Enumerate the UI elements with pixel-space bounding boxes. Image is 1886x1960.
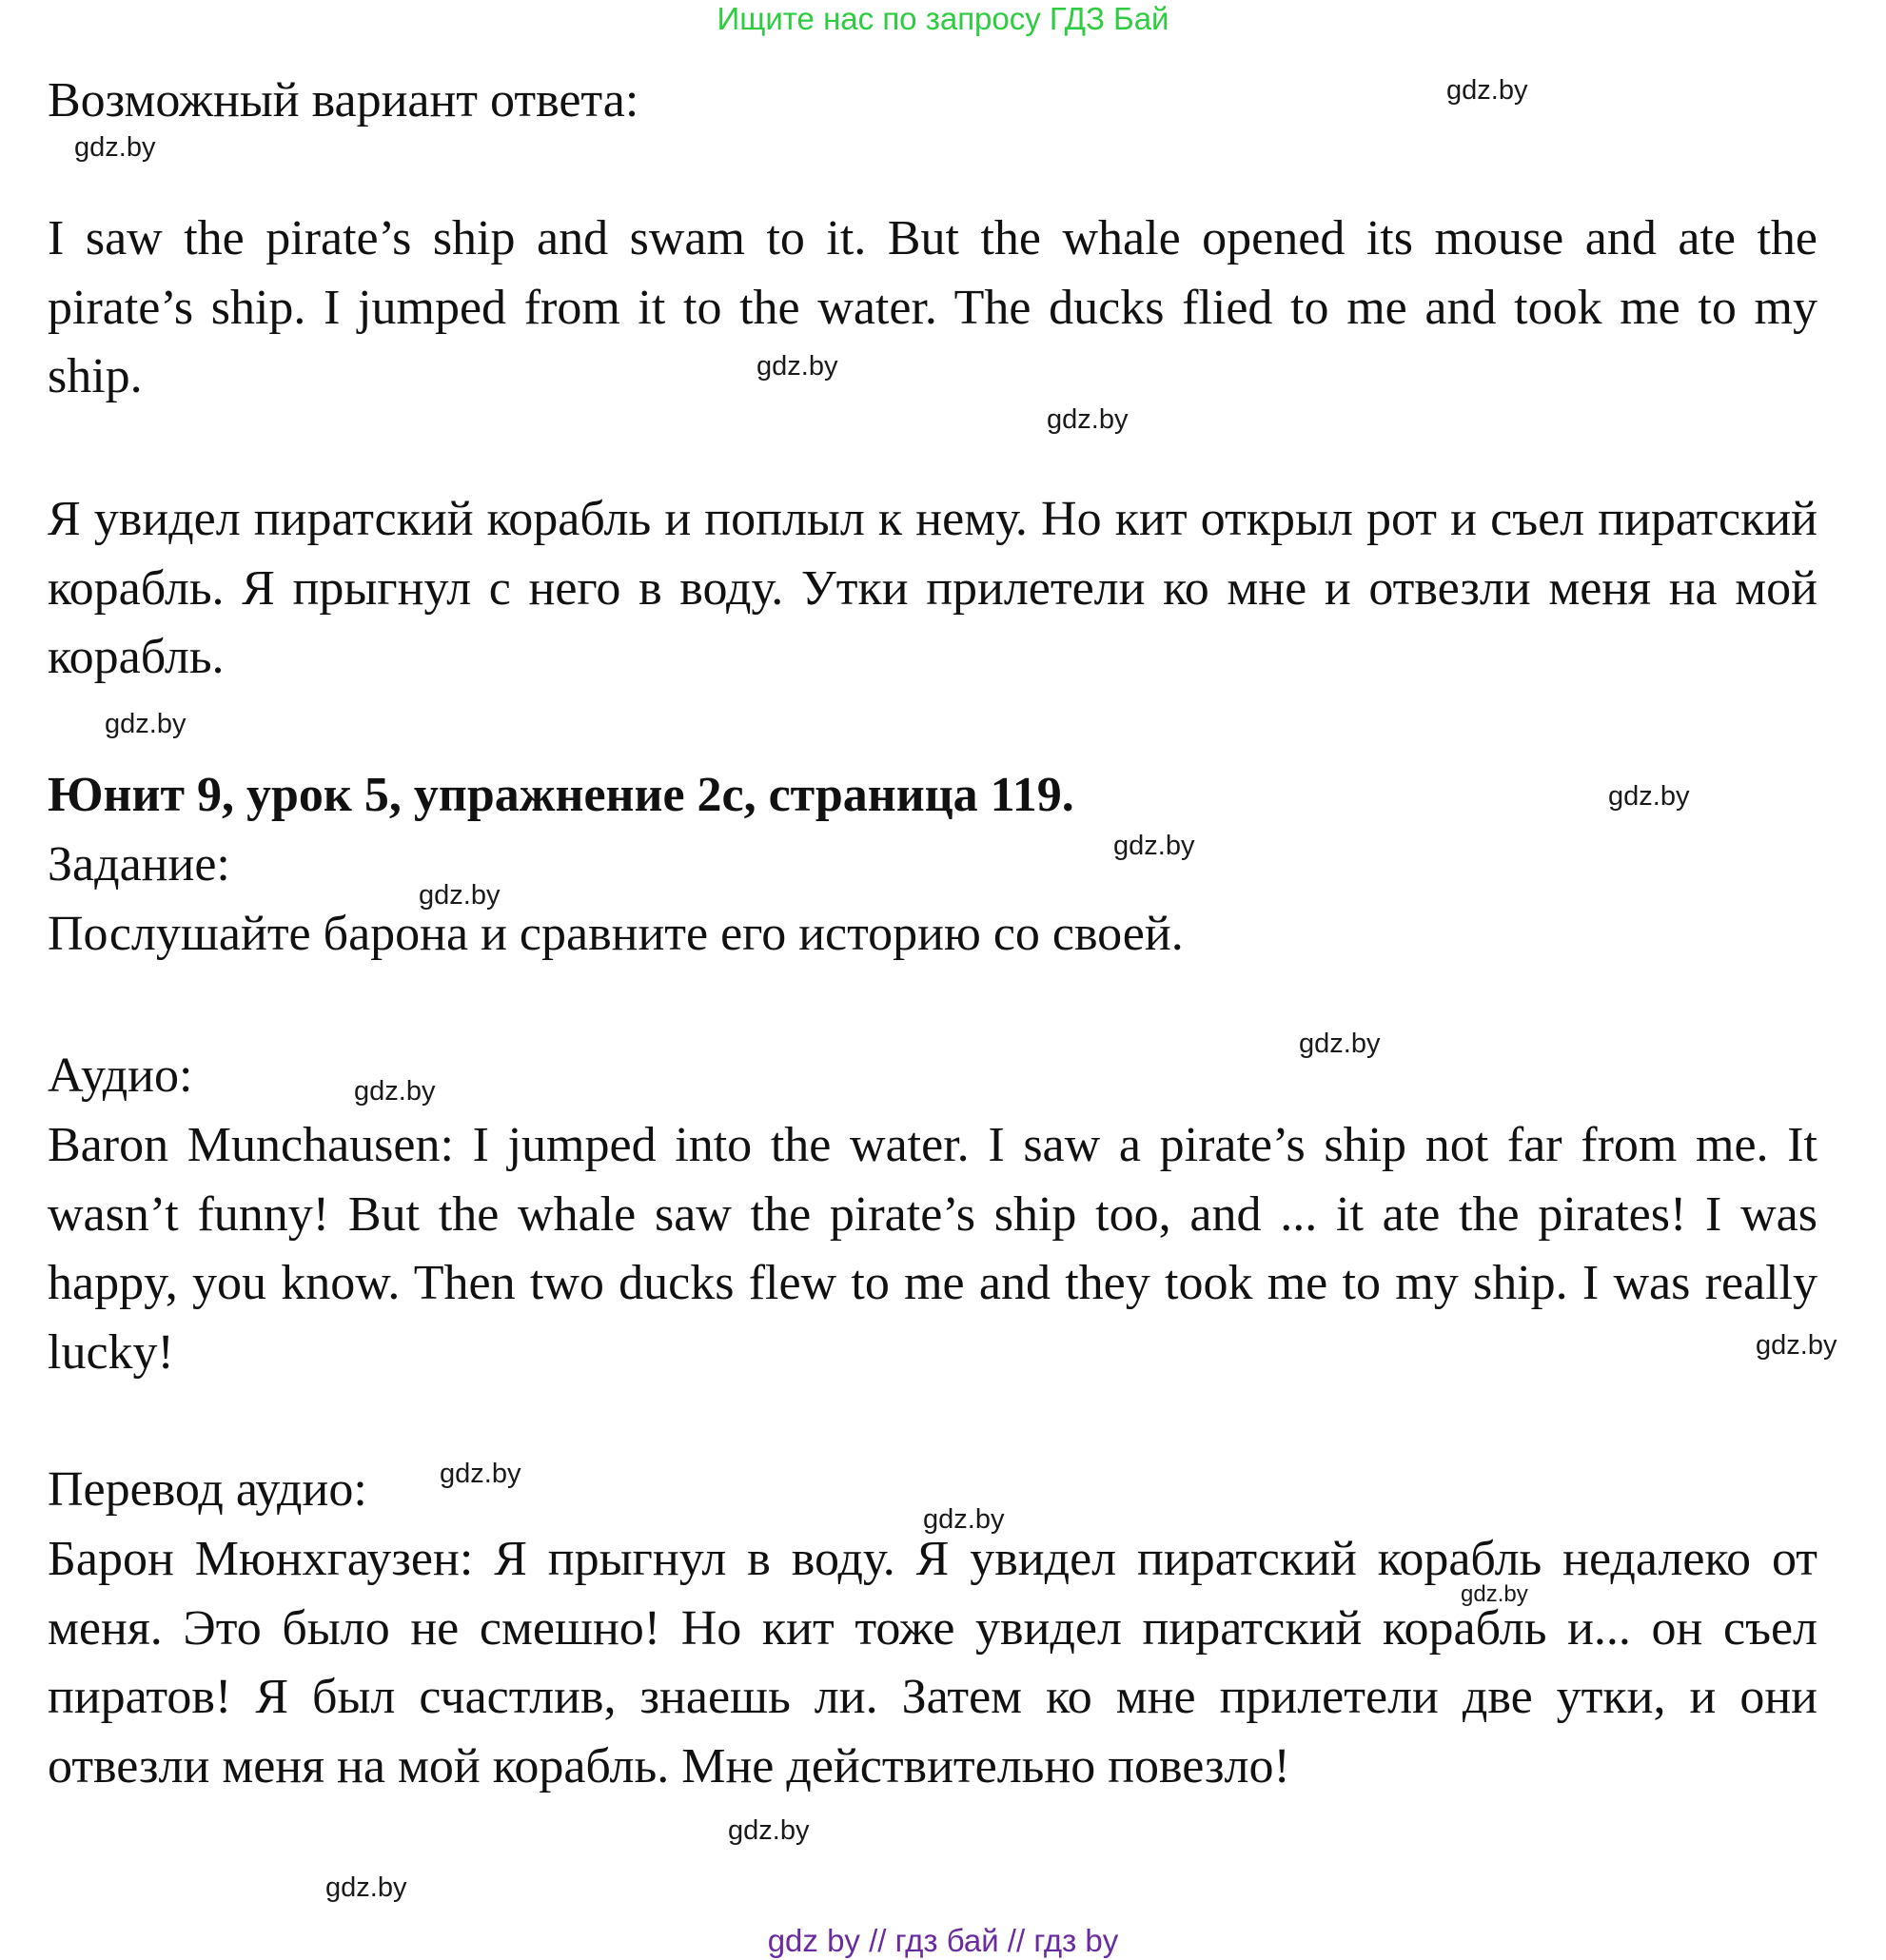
watermark: gdz.by	[728, 1815, 810, 1846]
watermark: gdz.by	[1446, 75, 1528, 106]
watermark: gdz.by	[1608, 781, 1690, 812]
watermark: gdz.by	[1047, 404, 1129, 435]
watermark: gdz.by	[74, 132, 156, 163]
watermark: gdz.by	[419, 880, 501, 911]
watermark: gdz.by	[1113, 831, 1195, 861]
watermark: gdz.by	[325, 1872, 407, 1903]
exercise-heading: Юнит 9, урок 5, упражнение 2c, страница 119.	[48, 768, 1074, 822]
watermark: gdz.by	[440, 1459, 521, 1489]
translation-label: Перевод аудио:	[48, 1462, 367, 1517]
task-text: Послушайте барона и сравните его историю со своей.	[48, 907, 1184, 961]
watermark: gdz.by	[105, 709, 187, 739]
watermark: gdz.by	[923, 1504, 1005, 1535]
answer-label: Возможный вариант ответа:	[48, 73, 639, 127]
answer-english-paragraph: I saw the pirate’s ship and swam to it. But the whale opened its mouse and ate the pirate’s ship. I jumped from it to the water. The ducks flied to me and took me to my ship.	[48, 211, 1817, 403]
top-banner: Ищите нас по запросу ГДЗ Бай	[717, 1, 1169, 36]
footer-watermark: gdz by // гдз бай // гдз by	[767, 1923, 1119, 1958]
answer-russian-paragraph: Я увидел пиратский корабль и поплыл к нему. Но кит открыл рот и съел пиратский корабль. Я прыгнул с него в воду. Утки прилетели ко мне и отвезли меня на мой корабль.	[48, 492, 1817, 684]
task-label: Задание:	[48, 837, 230, 892]
translation-paragraph: Барон Мюнхгаузен: Я прыгнул в воду. Я увидел пиратский корабль недалеко от меня. Это было не смешно! Но кит тоже увидел пиратский корабль и... он съел пиратов! Я был счастлив, знаешь ли. Затем ко мне прилетели две утки, и они отвезли меня на мой корабль. Мне действительно повезло!	[48, 1532, 1817, 1793]
watermark: gdz.by	[354, 1076, 436, 1107]
audio-paragraph: Baron Munchausen: I jumped into the water. I saw a pirate’s ship not far from me. It wasn’t funny! But the whale saw the pirate’s ship too, and ... it ate the pirates! I was happy, you know. Then two ducks flew to me and they took me to my ship. I was really lucky!	[48, 1118, 1817, 1380]
watermark: gdz.by	[1756, 1330, 1837, 1361]
watermark: gdz.by	[1299, 1029, 1381, 1059]
watermark: gdz.by	[1461, 1581, 1528, 1607]
audio-label: Аудио:	[48, 1049, 193, 1103]
watermark: gdz.by	[756, 351, 838, 382]
